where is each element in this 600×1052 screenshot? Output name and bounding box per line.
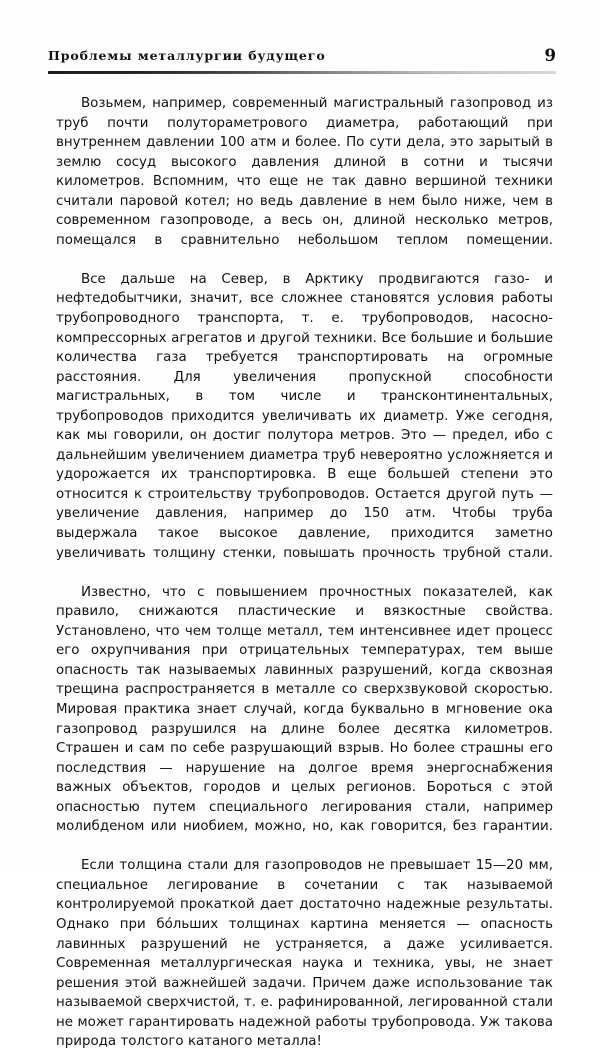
- header-divider: [48, 71, 556, 74]
- body-text-column: [56, 94, 553, 1052]
- page-number: 9: [544, 46, 556, 65]
- paragraph: Все дальше на Север, в Арктику продвигаются газо- и нефтедобытчики, значит, все сложнее становятся условия работы трубопроводного транспорта, т. е. трубопроводов, насосно-компрессорных агрегатов и другой техники. Все большие и большие количества газа требуется транспортировать на огромные расстояния. Для увеличения пропускной способности магистральных, в том числе и трансконтинентальных, трубопроводов приходится увеличивать их диаметр. Уже сегодня, как мы говорили, он достиг полутора метров. Это — предел, ибо с дальнейшим увеличением диаметра труб невероятно усложняется и удорожается их транспортировка. В еще большей степени это относится к строительству трубопроводов. Остается другой путь — увеличение давления, например до 150 атм. Чтобы труба выдержала такое высокое давление, приходится заметно увеличивать толщину стенки, повышать прочность трубной стали.: [56, 271, 553, 561]
- paragraph: Возьмем, например, современный магистральный газопровод из труб почти полутораметрового диаметра, работающий при внутреннем давлении 100 атм и более. По сути дела, это зарытый в землю сосуд высокого давления длиной в сотни и тысячи километров. Вспомним, что еще не так давно вершиной техники считали паровой котел; но ведь давление в нем было ниже, чем в современном газопроводе, а весь он, длиной несколько метров, помещался в сравнительно небольшом теплом помещении.: [56, 96, 553, 248]
- paragraph: Если толщина стали для газопроводов не превышает 15—20 мм, специальное легирование в сочетании с так называемой контролируемой прокаткой дает достаточно надежные результаты. Однако при бо́льших толщинах картина меняется — опасность лавинных разрушений не устраняется, а даже усиливается. Современная металлургическая наука и техника, увы, не знает решения этой важнейшей задачи. Причем даже использование так называемой сверхчистой, т. е. рафинированной, легированной стали не может гарантировать надежной работы трубопровода. Уж такова природа толстого катаного металла!: [56, 858, 553, 1050]
- header-title: Проблемы металлургии будущего: [48, 48, 326, 63]
- running-header: [48, 48, 556, 78]
- paragraph: Известно, что с повышением прочностных показателей, как правило, снижаются пластические и вязкостные свойства. Установлено, что чем толще металл, тем интенсивнее идет процесс его охрупчивания при отрицательных температурах, тем выше опасность так называемых лавинных разрушений, когда сквозная трещина распространяется в металле со сверхзвуковой скоростью. Мировая практика знает случай, когда буквально в мгновение ока газопровод разрушился на длине более десятка километров. Страшен и сам по себе разрушающий взрыв. Но более страшны его последствия — нарушение на долгое время энергоснабжения важных объектов, городов и целых регионов. Бороться с этой опасностью путем специального легирования стали, например молибденом или ниобием, можно, но, как говорится, без гарантии.: [56, 584, 553, 835]
